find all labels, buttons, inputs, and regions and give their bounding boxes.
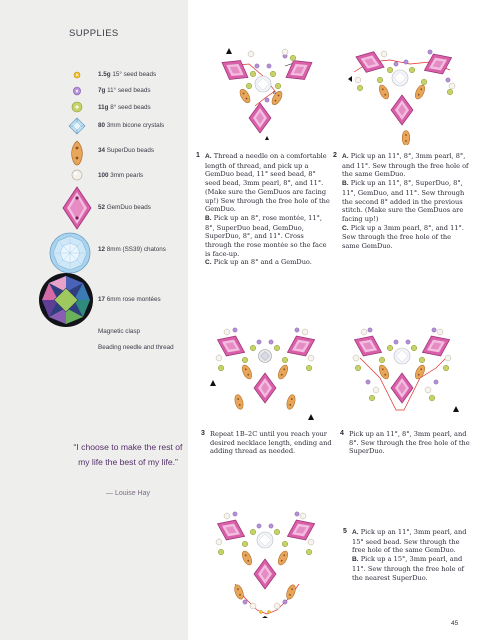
supply-item-5: 100 3mm pearls xyxy=(98,172,144,179)
supply-item-7: 12 8mm (SS39) chatons xyxy=(98,246,166,253)
superduo-bead-icon xyxy=(70,140,84,166)
seed-bead-15-icon xyxy=(73,71,81,79)
figure-step-4 xyxy=(340,318,465,424)
supply-item-1: 7g 11° seed beads xyxy=(98,87,151,94)
gemduo-bead-icon xyxy=(62,186,92,230)
figure-step-2 xyxy=(340,40,465,145)
step-5a: A. Pick up an 11°, 3mm pearl, and 15° seed bead. Sew through the free hole of the same GemDuo. xyxy=(352,528,467,555)
step-1-number: 1 xyxy=(196,152,200,159)
supplies-title: SUPPLIES xyxy=(69,28,119,39)
step-5-number: 5 xyxy=(343,528,347,535)
pearl-icon xyxy=(71,169,83,181)
supplies-sidebar xyxy=(0,0,188,640)
quote-text: “I choose to make the rest of my life the best of my life.” xyxy=(73,442,183,467)
step-1c: C. Pick up an 8° and a GemDuo. xyxy=(205,258,312,267)
step-2b: B. Pick up an 11°, 8°, SuperDuo, 8°, 11°, GemDuo, and 11°. Sew through the second 8° added in the previous stitch. (Make sure the GemDuos are facing up!) xyxy=(342,179,465,223)
bicone-crystal-icon xyxy=(68,117,86,135)
chaton-icon xyxy=(49,232,91,274)
step-5b: B. Pick up a 15°, 3mm pearl, and 11°. Sew through the free hole of the nearest SuperDuo. xyxy=(352,555,464,582)
supply-item-8: 17 6mm rose montées xyxy=(98,296,161,303)
step-4 xyxy=(340,430,471,456)
supply-extra-0: Magnetic clasp xyxy=(98,328,140,335)
step-3 xyxy=(201,430,332,456)
page-number: 45 xyxy=(451,620,459,627)
svg-text:B: B xyxy=(273,90,277,95)
quote-author: — Louise Hay xyxy=(106,490,150,497)
step-5 xyxy=(343,528,470,582)
supply-item-3: 80 3mm bicone crystals xyxy=(98,122,165,129)
step-4-number: 4 xyxy=(340,430,344,437)
step-4-text: Pick up an 11°, 8°, 3mm pearl, and 8°. Sew through the free hole of the SuperDuo. xyxy=(349,430,470,456)
supply-item-0: 1.5g 15° seed beads xyxy=(98,71,157,78)
seed-bead-11-icon xyxy=(72,86,82,96)
step-1a: A. Thread a needle on a comfortable length of thread, and pick up a GemDuo bead, 11° seed bead, 8° seed bead, 3mm pearl, 8°, and 11°. (Make sure the GemDuos are facing up!) Sew through the free hole of the GemDuo. xyxy=(205,152,330,214)
supply-item-2: 11g 8° seed beads xyxy=(98,104,151,111)
supply-item-4: 34 SuperDuo beads xyxy=(98,147,155,154)
step-1 xyxy=(196,152,330,268)
step-2a: A. Pick up an 11°, 8°, 3mm pearl, 8°, and 11°. Sew through the free hole of the same GemDuo. xyxy=(342,152,469,179)
rose-montee-icon xyxy=(38,272,94,328)
figure-step-1 xyxy=(205,36,325,146)
step-1b: B. Pick up an 8°, rose montée, 11°, 8°, SuperDuo bead, GemDuo, SuperDuo, 8°, and 11°. Cross through the rose montée so the face is face-up. xyxy=(205,213,327,258)
step-3-number: 3 xyxy=(201,430,205,437)
step-2 xyxy=(333,152,470,251)
seed-bead-8-icon xyxy=(71,101,83,113)
step-2c: C. Pick up a 3mm pearl, 8°, and 11°. Sew through the free hole of the same GemDuo. xyxy=(342,223,464,251)
figure-step-5 xyxy=(205,502,325,618)
step-2-number: 2 xyxy=(333,152,337,159)
supply-extra-1: Beading needle and thread xyxy=(98,344,174,351)
figure-step-3 xyxy=(205,318,325,424)
supply-item-6: 52 GemDuo beads xyxy=(98,204,151,211)
step-3-text: Repeat 1B–2C until you reach your desired necklace length, ending and adding thread as needed. xyxy=(210,430,332,456)
